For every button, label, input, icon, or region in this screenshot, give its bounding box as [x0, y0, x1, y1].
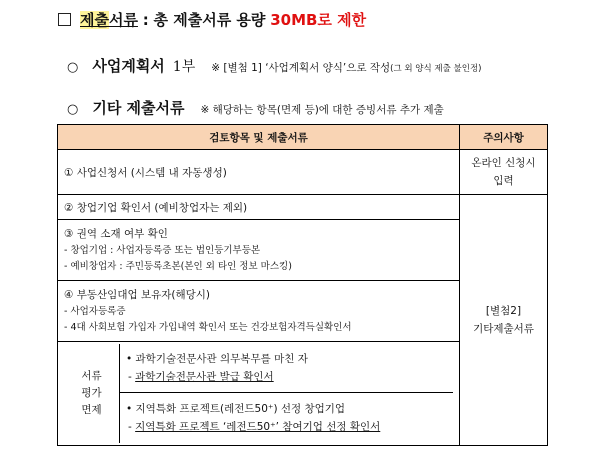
- section-title: [58, 9, 366, 30]
- table-row: [58, 195, 548, 220]
- header-review-items: 검토항목 및 제출서류: [58, 125, 460, 150]
- row4-cell: ④ 부동산임대업 보유자(해당시) - 사업자등록증 - 4대 사회보험 가입자 가입내역 확인서 또는 건강보험자격득실확인서: [58, 281, 460, 342]
- title-colon: :: [142, 11, 149, 29]
- item-business-plan: [67, 55, 481, 76]
- bullet-circle-icon: ○: [67, 60, 79, 75]
- item-name: 기타 제출서류: [92, 99, 185, 117]
- item-count: 1부: [172, 59, 196, 75]
- row1-text: ① 사업신청서 (시스템 내 자동생성): [58, 150, 460, 195]
- exempt-table: [64, 344, 453, 443]
- table-header-row: [58, 125, 548, 150]
- item-note: ※ [별첨 1] ‘사업계획서 양식’으로 작성(그 외 양식 제출 불인정): [211, 62, 482, 74]
- title-subtitle: 총 제출서류 용량: [153, 11, 266, 29]
- row1-note: 온라인 신청시 입력: [460, 150, 548, 195]
- row2-text: ② 창업기업 확인서 (예비창업자는 제외): [58, 195, 460, 220]
- item-note: ※ 해당하는 항목(면제 등)에 대한 증빙서류 추가 제출: [200, 104, 444, 116]
- title-limit: 30MB로 제한: [270, 11, 367, 29]
- side-note: [별첨2] 기타제출서류: [460, 195, 548, 446]
- exempt-cell: [58, 342, 460, 446]
- item-other-documents: [67, 97, 444, 118]
- header-notes: 주의사항: [460, 125, 548, 150]
- bullet-circle-icon: ○: [67, 102, 79, 117]
- table-row: [58, 150, 548, 195]
- exempt-label: 서류 평가 면제: [64, 344, 120, 443]
- documents-table: [57, 124, 548, 446]
- item-note-small: (그 외 양식 제출 불인정): [390, 64, 482, 74]
- row3-cell: ③ 권역 소재 여부 확인 - 창업기업 : 사업자등록증 또는 법인등기부등본 - 예비창업자 : 주민등록초본(본인 외 타인 정보 마스킹): [58, 220, 460, 281]
- title-heading: 제출서류: [80, 11, 138, 29]
- title-highlight: 제출: [80, 11, 109, 29]
- checkbox-icon: [58, 13, 71, 26]
- item-name: 사업계획서: [92, 57, 165, 75]
- exempt-item-a: • 과학기술전문사관 의무복무를 마친 자 - 과학기술전문사관 발급 확인서: [120, 344, 454, 393]
- exempt-item-b: • 지역특화 프로젝트(레전드50⁺) 선정 창업기업 - 지역특화 프로젝트 ‘레전드50⁺’ 참여기업 선정 확인서: [126, 403, 381, 433]
